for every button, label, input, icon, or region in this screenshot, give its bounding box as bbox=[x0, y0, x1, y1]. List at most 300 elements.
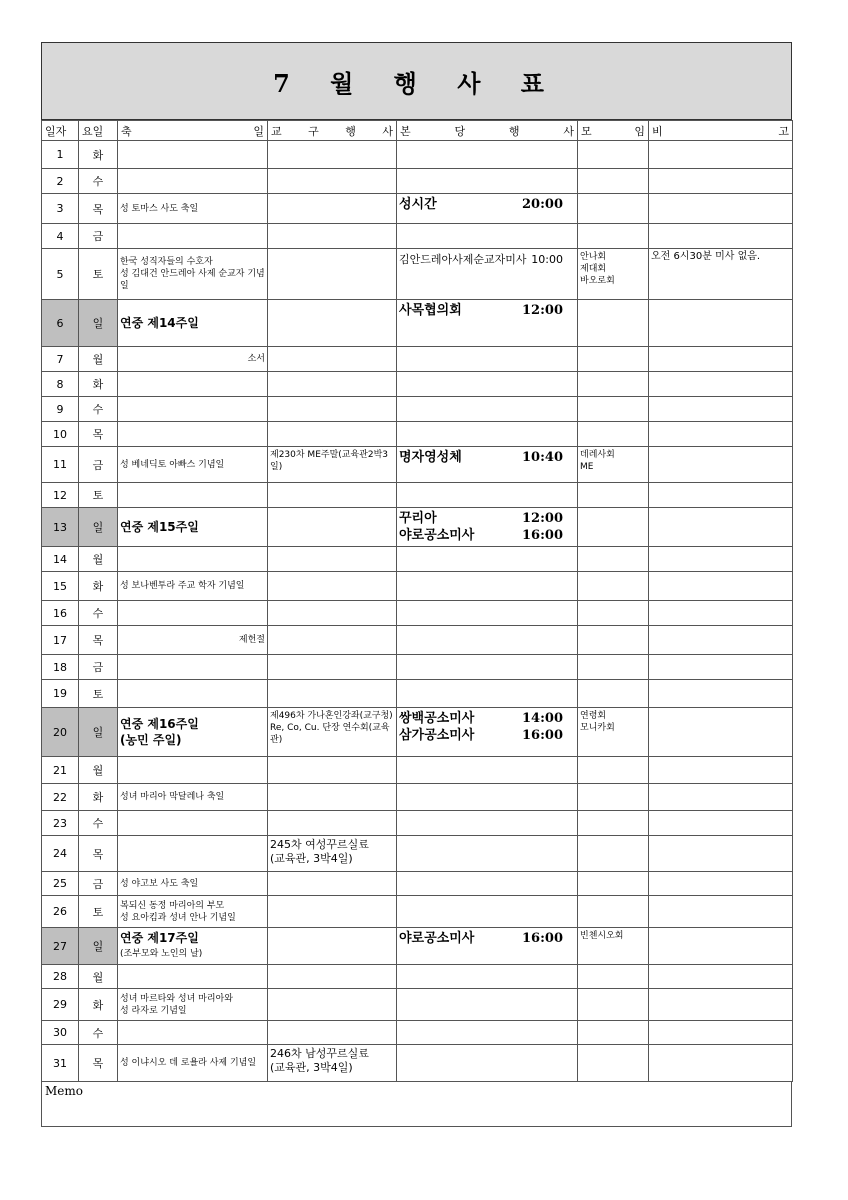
weekday-cell: 일 bbox=[79, 708, 118, 757]
feast-cell bbox=[118, 680, 268, 708]
table-row bbox=[42, 572, 793, 601]
day-cell: 19 bbox=[42, 680, 79, 708]
weekday-cell: 월 bbox=[79, 757, 118, 784]
event-time: 16:00 bbox=[522, 728, 563, 743]
day-cell: 4 bbox=[42, 224, 79, 249]
diocese-event-cell bbox=[268, 422, 397, 447]
parish-event-cell bbox=[397, 1021, 578, 1045]
note-cell bbox=[649, 989, 793, 1021]
note-cell bbox=[649, 300, 793, 347]
day-cell: 8 bbox=[42, 372, 79, 397]
day-cell: 30 bbox=[42, 1021, 79, 1045]
table-row bbox=[42, 989, 793, 1021]
parish-event-cell bbox=[397, 300, 578, 347]
diocese-event-cell bbox=[268, 965, 397, 989]
weekday-cell: 일 bbox=[79, 928, 118, 965]
feast-cell: 소서 bbox=[118, 347, 268, 372]
note-cell bbox=[649, 708, 793, 757]
note-cell bbox=[649, 422, 793, 447]
header-parish-char: 본 bbox=[400, 124, 411, 138]
parish-event-cell bbox=[397, 784, 578, 811]
meeting-line: 데레사회 bbox=[580, 450, 615, 460]
parish-event-cell bbox=[397, 572, 578, 601]
day-cell: 21 bbox=[42, 757, 79, 784]
diocese-event-cell bbox=[268, 397, 397, 422]
header-parish bbox=[397, 121, 578, 141]
meeting-line: 빈첸시오회 bbox=[580, 931, 624, 941]
day-cell: 11 bbox=[42, 447, 79, 483]
day-cell: 6 bbox=[42, 300, 79, 347]
diocese-event-line: (교육관, 3박4일) bbox=[270, 852, 353, 865]
parish-event bbox=[399, 727, 575, 744]
title-banner bbox=[41, 42, 792, 120]
page-title: 7 월 행 사 표 bbox=[273, 68, 560, 98]
parish-event bbox=[399, 196, 575, 213]
feast-cell bbox=[118, 224, 268, 249]
sunday-note: (조부모와 노인의 날) bbox=[120, 949, 203, 959]
day-cell: 12 bbox=[42, 483, 79, 508]
note-cell bbox=[649, 447, 793, 483]
parish-event-cell bbox=[397, 928, 578, 965]
day-cell: 13 bbox=[42, 508, 79, 547]
sunday-title: 연중 제15주일 bbox=[120, 520, 199, 534]
day-cell: 28 bbox=[42, 965, 79, 989]
header-feast-char: 일 bbox=[253, 124, 264, 138]
diocese-event-cell bbox=[268, 896, 397, 928]
parish-event-cell bbox=[397, 169, 578, 194]
diocese-event-cell bbox=[268, 784, 397, 811]
meeting-cell bbox=[578, 1021, 649, 1045]
feast-cell bbox=[118, 708, 268, 757]
feast-cell bbox=[118, 508, 268, 547]
table-row bbox=[42, 422, 793, 447]
meeting-cell bbox=[578, 872, 649, 896]
meeting-cell bbox=[578, 508, 649, 547]
feast-cell bbox=[118, 194, 268, 224]
weekday-cell: 월 bbox=[79, 965, 118, 989]
note-cell bbox=[649, 626, 793, 655]
feast-line: 성 야고보 사도 축일 bbox=[120, 878, 199, 889]
note-cell bbox=[649, 784, 793, 811]
diocese-event-cell bbox=[268, 811, 397, 836]
weekday-cell: 수 bbox=[79, 601, 118, 626]
meeting-line: 바오로회 bbox=[580, 276, 615, 286]
meeting-cell bbox=[578, 836, 649, 872]
day-cell: 17 bbox=[42, 626, 79, 655]
weekday-cell: 화 bbox=[79, 372, 118, 397]
table-row bbox=[42, 224, 793, 249]
day-cell: 25 bbox=[42, 872, 79, 896]
parish-event-cell bbox=[397, 601, 578, 626]
feast-line: 성 이냐시오 데 로욜라 사제 기념일 bbox=[120, 1058, 257, 1068]
meeting-cell bbox=[578, 141, 649, 169]
feast-cell bbox=[118, 447, 268, 483]
event-name: 성시간 bbox=[399, 197, 437, 212]
day-cell: 31 bbox=[42, 1045, 79, 1082]
sunday-title: 연중 제17주일 bbox=[120, 931, 199, 945]
diocese-event-line: (교육관, 3박4일) bbox=[270, 1061, 353, 1074]
meeting-cell bbox=[578, 965, 649, 989]
note-cell: 오전 6시30분 미사 없음. bbox=[649, 249, 793, 300]
note-cell bbox=[649, 680, 793, 708]
feast-cell bbox=[118, 397, 268, 422]
day-cell: 16 bbox=[42, 601, 79, 626]
parish-event-cell bbox=[397, 655, 578, 680]
parish-event-cell bbox=[397, 547, 578, 572]
header-row bbox=[42, 121, 793, 141]
parish-event-cell bbox=[397, 194, 578, 224]
feast-line: 한국 성직자들의 수호자 bbox=[120, 257, 213, 267]
diocese-event-cell bbox=[268, 194, 397, 224]
feast-cell bbox=[118, 300, 268, 347]
day-cell: 29 bbox=[42, 989, 79, 1021]
meeting-cell bbox=[578, 347, 649, 372]
parish-event-cell bbox=[397, 811, 578, 836]
note-cell bbox=[649, 872, 793, 896]
feast-cell bbox=[118, 372, 268, 397]
table-row bbox=[42, 483, 793, 508]
diocese-event-cell bbox=[268, 224, 397, 249]
parish-event-cell bbox=[397, 680, 578, 708]
note-cell bbox=[649, 508, 793, 547]
event-name: 김안드레아사제순교자미사 bbox=[399, 253, 527, 266]
day-cell: 15 bbox=[42, 572, 79, 601]
header-feast-char: 축 bbox=[121, 124, 132, 138]
parish-event-cell bbox=[397, 508, 578, 547]
note-cell bbox=[649, 836, 793, 872]
parish-event bbox=[399, 930, 575, 947]
note-cell bbox=[649, 347, 793, 372]
day-cell: 20 bbox=[42, 708, 79, 757]
meeting-line: 제대회 bbox=[580, 264, 607, 274]
event-time: 14:00 bbox=[522, 711, 563, 726]
table-row bbox=[42, 811, 793, 836]
note-cell bbox=[649, 169, 793, 194]
note-cell bbox=[649, 1045, 793, 1082]
meeting-line: 안나회 bbox=[580, 252, 607, 262]
weekday-cell: 목 bbox=[79, 626, 118, 655]
feast-line: 성 라자로 기념일 bbox=[120, 1005, 187, 1016]
feast-cell bbox=[118, 928, 268, 965]
diocese-event-cell bbox=[268, 300, 397, 347]
event-name: 삼가공소미사 bbox=[399, 728, 475, 743]
weekday-cell: 일 bbox=[79, 508, 118, 547]
feast-cell bbox=[118, 422, 268, 447]
header-note-char: 비 bbox=[652, 124, 663, 138]
event-name: 꾸리아 bbox=[399, 511, 437, 526]
note-cell bbox=[649, 194, 793, 224]
note-cell bbox=[649, 572, 793, 601]
meeting-cell bbox=[578, 447, 649, 483]
header-parish-char: 당 bbox=[454, 124, 466, 138]
feast-cell bbox=[118, 601, 268, 626]
meeting-line: 모니카회 bbox=[580, 723, 615, 733]
day-cell: 10 bbox=[42, 422, 79, 447]
diocese-event-cell bbox=[268, 572, 397, 601]
event-time: 20:00 bbox=[522, 197, 563, 212]
feast-cell bbox=[118, 784, 268, 811]
feast-line: 성 요아킴과 성녀 안나 기념일 bbox=[120, 912, 236, 923]
meeting-cell bbox=[578, 224, 649, 249]
header-meeting-char: 모 bbox=[581, 124, 592, 138]
feast-cell bbox=[118, 249, 268, 300]
weekday-cell: 화 bbox=[79, 989, 118, 1021]
event-time: 12:00 bbox=[522, 303, 563, 318]
memo-label: Memo bbox=[45, 1084, 83, 1098]
feast-cell bbox=[118, 811, 268, 836]
weekday-cell: 목 bbox=[79, 836, 118, 872]
table-row bbox=[42, 1021, 793, 1045]
table-row bbox=[42, 680, 793, 708]
diocese-event-cell bbox=[268, 347, 397, 372]
day-cell: 18 bbox=[42, 655, 79, 680]
meeting-cell bbox=[578, 572, 649, 601]
weekday-cell: 화 bbox=[79, 141, 118, 169]
event-name: 쌍백공소미사 bbox=[399, 711, 475, 726]
event-time: 10:40 bbox=[522, 450, 563, 465]
diocese-event-line: 제230차 ME주말(교육관2박3일) bbox=[270, 450, 389, 472]
weekday-cell: 목 bbox=[79, 422, 118, 447]
header-edu bbox=[268, 121, 397, 141]
weekday-cell: 화 bbox=[79, 784, 118, 811]
table-row bbox=[42, 372, 793, 397]
diocese-event-cell bbox=[268, 757, 397, 784]
feast-cell bbox=[118, 1045, 268, 1082]
weekday-cell: 토 bbox=[79, 680, 118, 708]
meeting-cell bbox=[578, 601, 649, 626]
event-name: 명자영성체 bbox=[399, 450, 462, 465]
table-row bbox=[42, 784, 793, 811]
day-cell: 26 bbox=[42, 896, 79, 928]
weekday-cell: 금 bbox=[79, 655, 118, 680]
note-cell bbox=[649, 483, 793, 508]
meeting-line: ME bbox=[580, 462, 594, 472]
parish-event-cell bbox=[397, 249, 578, 300]
weekday-cell: 일 bbox=[79, 300, 118, 347]
event-name: 야로공소미사 bbox=[399, 528, 475, 543]
weekday-cell: 토 bbox=[79, 896, 118, 928]
meeting-cell bbox=[578, 989, 649, 1021]
note-cell bbox=[649, 928, 793, 965]
event-name: 사목협의회 bbox=[399, 303, 462, 318]
feast-cell bbox=[118, 141, 268, 169]
table-row bbox=[42, 397, 793, 422]
diocese-event-cell bbox=[268, 508, 397, 547]
header-note-char: 고 bbox=[778, 124, 789, 138]
meeting-cell bbox=[578, 655, 649, 680]
event-time: 12:00 bbox=[522, 511, 563, 526]
diocese-event-cell bbox=[268, 872, 397, 896]
parish-event bbox=[399, 251, 575, 268]
meeting-cell bbox=[578, 249, 649, 300]
header-dow: 요일 bbox=[79, 121, 118, 141]
feast-cell bbox=[118, 483, 268, 508]
table-row bbox=[42, 872, 793, 896]
note-cell bbox=[649, 397, 793, 422]
parish-event bbox=[399, 449, 575, 466]
diocese-event-cell bbox=[268, 169, 397, 194]
parish-event-cell bbox=[397, 989, 578, 1021]
diocese-event-line: 246차 남성꾸르실료 bbox=[270, 1047, 369, 1060]
meeting-cell bbox=[578, 928, 649, 965]
feast-cell bbox=[118, 836, 268, 872]
table-row bbox=[42, 141, 793, 169]
memo-box bbox=[41, 1082, 792, 1127]
diocese-event-cell bbox=[268, 249, 397, 300]
day-cell: 24 bbox=[42, 836, 79, 872]
parish-event-cell bbox=[397, 1045, 578, 1082]
diocese-event-cell bbox=[268, 483, 397, 508]
parish-event-cell bbox=[397, 896, 578, 928]
table-row bbox=[42, 601, 793, 626]
header-day: 일자 bbox=[42, 121, 79, 141]
parish-event-cell bbox=[397, 422, 578, 447]
meeting-cell bbox=[578, 169, 649, 194]
weekday-cell: 수 bbox=[79, 1021, 118, 1045]
event-time: 10:00 bbox=[531, 253, 563, 266]
diocese-event-cell bbox=[268, 372, 397, 397]
schedule-table bbox=[41, 120, 793, 1082]
note-cell bbox=[649, 372, 793, 397]
table-row bbox=[42, 896, 793, 928]
header-feast bbox=[118, 121, 268, 141]
header-meeting bbox=[578, 121, 649, 141]
meeting-cell bbox=[578, 708, 649, 757]
parish-event-cell bbox=[397, 347, 578, 372]
note-cell bbox=[649, 224, 793, 249]
note-cell bbox=[649, 896, 793, 928]
feast-cell bbox=[118, 872, 268, 896]
sunday-title: 연중 제16주일 bbox=[120, 717, 199, 731]
parish-event bbox=[399, 510, 575, 527]
schedule-sheet bbox=[41, 42, 792, 1127]
parish-event bbox=[399, 710, 575, 727]
feast-line: 성 보나벤투라 주교 학자 기념일 bbox=[120, 581, 245, 591]
weekday-cell: 수 bbox=[79, 169, 118, 194]
table-row bbox=[42, 757, 793, 784]
diocese-event-cell bbox=[268, 989, 397, 1021]
table-row bbox=[42, 928, 793, 965]
diocese-event-cell bbox=[268, 836, 397, 872]
weekday-cell: 수 bbox=[79, 811, 118, 836]
meeting-cell bbox=[578, 194, 649, 224]
parish-event-cell bbox=[397, 708, 578, 757]
event-name: 야로공소미사 bbox=[399, 931, 475, 946]
table-row bbox=[42, 447, 793, 483]
day-cell: 9 bbox=[42, 397, 79, 422]
feast-cell bbox=[118, 757, 268, 784]
meeting-cell bbox=[578, 547, 649, 572]
table-row bbox=[42, 655, 793, 680]
day-cell: 3 bbox=[42, 194, 79, 224]
note-cell bbox=[649, 965, 793, 989]
meeting-cell bbox=[578, 896, 649, 928]
note-cell bbox=[649, 1021, 793, 1045]
header-edu-char: 구 bbox=[308, 124, 319, 138]
feast-cell bbox=[118, 989, 268, 1021]
header-parish-char: 사 bbox=[563, 124, 574, 138]
parish-event-cell bbox=[397, 447, 578, 483]
parish-event-cell bbox=[397, 141, 578, 169]
feast-cell bbox=[118, 572, 268, 601]
diocese-event-cell bbox=[268, 680, 397, 708]
diocese-event-cell bbox=[268, 1045, 397, 1082]
note-cell bbox=[649, 811, 793, 836]
weekday-cell: 수 bbox=[79, 397, 118, 422]
diocese-event-cell bbox=[268, 708, 397, 757]
day-cell: 14 bbox=[42, 547, 79, 572]
meeting-cell bbox=[578, 300, 649, 347]
weekday-cell: 금 bbox=[79, 872, 118, 896]
feast-cell: 제헌절 bbox=[118, 626, 268, 655]
feast-cell bbox=[118, 896, 268, 928]
table-row bbox=[42, 347, 793, 372]
meeting-cell bbox=[578, 680, 649, 708]
event-time: 16:00 bbox=[522, 931, 563, 946]
feast-cell bbox=[118, 965, 268, 989]
diocese-event-line: Re, Co, Cu. 단장 연수회(교육관) bbox=[270, 723, 390, 745]
table-row bbox=[42, 194, 793, 224]
parish-event-cell bbox=[397, 224, 578, 249]
parish-event bbox=[399, 302, 575, 319]
diocese-event-cell bbox=[268, 447, 397, 483]
day-cell: 7 bbox=[42, 347, 79, 372]
feast-cell bbox=[118, 169, 268, 194]
feast-cell bbox=[118, 655, 268, 680]
header-edu-char: 교 bbox=[271, 124, 282, 138]
table-row bbox=[42, 508, 793, 547]
diocese-event-cell bbox=[268, 547, 397, 572]
meeting-cell bbox=[578, 811, 649, 836]
day-cell: 27 bbox=[42, 928, 79, 965]
diocese-event-cell bbox=[268, 626, 397, 655]
header-parish-char: 행 bbox=[508, 124, 520, 138]
day-cell: 23 bbox=[42, 811, 79, 836]
weekday-cell: 월 bbox=[79, 547, 118, 572]
feast-line: 성녀 마리아 막달레나 축일 bbox=[120, 792, 225, 802]
weekday-cell: 토 bbox=[79, 483, 118, 508]
header-meeting-char: 임 bbox=[634, 124, 645, 138]
diocese-event-line: 245차 여성꾸르실료 bbox=[270, 838, 369, 851]
weekday-cell: 목 bbox=[79, 1045, 118, 1082]
day-cell: 22 bbox=[42, 784, 79, 811]
weekday-cell: 월 bbox=[79, 347, 118, 372]
weekday-cell: 토 bbox=[79, 249, 118, 300]
meeting-line: 연령회 bbox=[580, 711, 607, 721]
weekday-cell: 화 bbox=[79, 572, 118, 601]
table-row bbox=[42, 836, 793, 872]
parish-event-cell bbox=[397, 836, 578, 872]
parish-event-cell bbox=[397, 626, 578, 655]
meeting-cell bbox=[578, 1045, 649, 1082]
sunday-subtitle: (농민 주일) bbox=[120, 733, 182, 747]
meeting-cell bbox=[578, 372, 649, 397]
note-cell bbox=[649, 547, 793, 572]
table-row bbox=[42, 626, 793, 655]
meeting-cell bbox=[578, 757, 649, 784]
diocese-event-cell bbox=[268, 928, 397, 965]
header-edu-char: 사 bbox=[382, 124, 393, 138]
feast-line: 복되신 동정 마리아의 부모 bbox=[120, 900, 225, 911]
feast-line: 성 토마스 사도 축일 bbox=[120, 203, 199, 214]
meeting-cell bbox=[578, 626, 649, 655]
parish-event bbox=[399, 527, 575, 544]
sunday-title: 연중 제14주일 bbox=[120, 316, 199, 330]
diocese-event-cell bbox=[268, 141, 397, 169]
day-cell: 1 bbox=[42, 141, 79, 169]
feast-cell bbox=[118, 1021, 268, 1045]
parish-event-cell bbox=[397, 965, 578, 989]
